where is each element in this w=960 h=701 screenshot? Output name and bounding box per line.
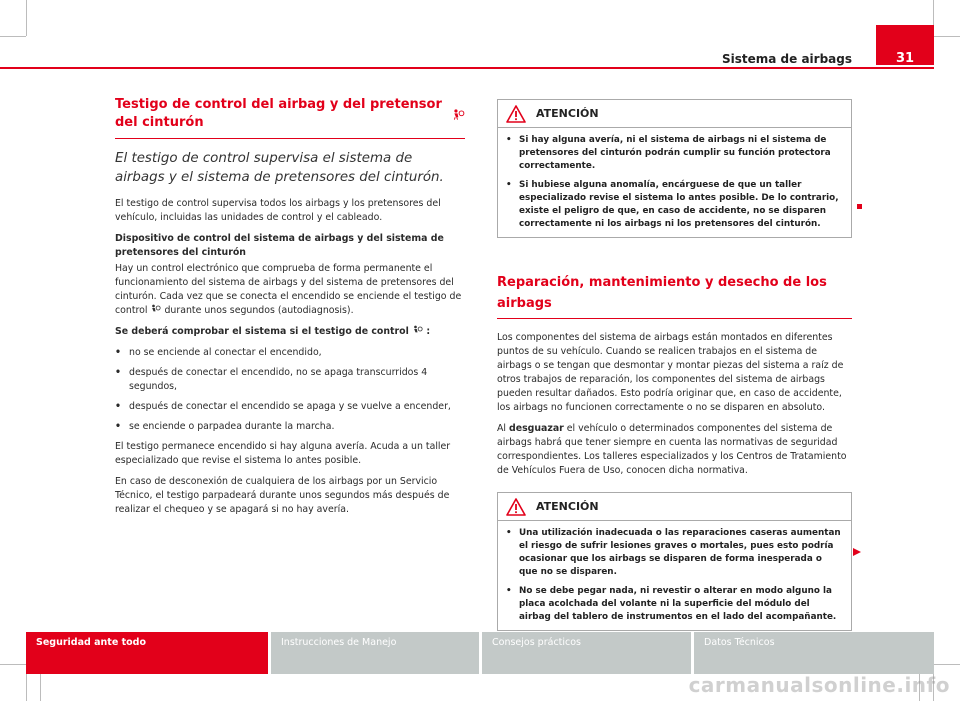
section-rule bbox=[115, 138, 465, 139]
warning-title: ATENCIÓN bbox=[536, 500, 599, 513]
warning-item: • Si hubiese alguna anomalía, encárguese de que un taller especializado revise el sistema lo antes posible. De lo contrario, existe el peligro de que, en caso de accidente, no se disparen correctamente ni los airbags ni los pretensores del cinturón. bbox=[506, 179, 843, 231]
list-item: • no se enciende al conectar el encendido, bbox=[115, 347, 322, 358]
section-rule bbox=[497, 318, 852, 319]
list-item-text: después de conectar el encendido se apaga y se vuelve a encender, bbox=[129, 401, 451, 412]
warning-box bbox=[497, 99, 852, 238]
crop-mark bbox=[0, 664, 26, 665]
subheading-text: Se deberá comprobar el sistema si el testigo de control bbox=[115, 326, 409, 337]
list-item-text: después de conectar el encendido, no se apaga transcurridos 4 segundos, bbox=[129, 367, 428, 392]
warning-body bbox=[498, 128, 851, 237]
crop-mark bbox=[40, 674, 41, 701]
list-item: • después de conectar el encendido, no se apaga transcurridos 4 segundos, bbox=[115, 366, 465, 394]
left-column bbox=[115, 96, 465, 524]
footer-tab-consejos[interactable]: Consejos prácticos bbox=[482, 632, 691, 674]
warning-item-text: Si hay alguna avería, ni el sistema de airbags ni el sistema de pretensores del cinturón podrán cumplir su función protectora correctamente. bbox=[519, 135, 831, 171]
warning-box bbox=[497, 492, 852, 631]
list-item-text: se enciende o parpadea durante la marcha. bbox=[129, 421, 335, 432]
warning-title: ATENCIÓN bbox=[536, 107, 599, 120]
crop-mark bbox=[934, 664, 960, 665]
warning-item: • Si hay alguna avería, ni el sistema de airbags ni el sistema de pretensores del cinturón podrán cumplir su función protectora correctamente. bbox=[506, 134, 843, 173]
right-column bbox=[497, 99, 852, 631]
crop-mark bbox=[0, 36, 26, 37]
paragraph: Los componentes del sistema de airbags están montados en diferentes puntos de su vehículo. Cuando se realicen trabajos en el sistema de airbags o se tengan que desmontar y montar piezas del sistema a raíz de otros trabajos de reparación, los componentes del sistema de airbags pueden resultar dañados. Esto podría originar que, en caso de accidente, los airbags no funcionen correctamente o no se disparen en absoluto. bbox=[497, 332, 844, 413]
paragraph bbox=[497, 422, 852, 478]
section-title: Reparación, mantenimiento y desecho de los airbags bbox=[497, 275, 827, 311]
warning-item-text: Si hubiese alguna anomalía, encárguese de que un taller especializado revise el sistema lo antes posible. De lo contrario, existe el peligro de que, en caso de accidente, no se disparen correctamente ni los airbags ni los pretensores del cinturón. bbox=[519, 180, 839, 229]
crop-mark bbox=[26, 0, 27, 36]
section-heading-testigo bbox=[115, 96, 465, 132]
airbag-warning-icon bbox=[150, 304, 161, 314]
warning-triangle-icon bbox=[506, 498, 526, 516]
list-item-text: no se enciende al conectar el encendido, bbox=[129, 347, 322, 358]
intro-text: El testigo de control supervisa el sistema de airbags y el sistema de pretensores del cinturón. bbox=[115, 151, 444, 185]
subheading-text: : bbox=[426, 326, 431, 337]
section-title: Testigo de control del airbag y del pretensor del cinturón bbox=[115, 97, 442, 130]
paragraph: En caso de desconexión de cualquiera de los airbags por un Servicio Técnico, el testigo parpadeará durante unos segundos más después de realizar el chequeo y se apagará si no hay avería. bbox=[115, 476, 450, 515]
end-square-icon bbox=[857, 204, 862, 209]
header-rule bbox=[0, 67, 934, 69]
warning-item-text: No se debe pegar nada, ni revestir o alterar en modo alguno la placa acolchada del volante ni la superficie del módulo del airbag del tablero de instrumentos en el lado del acompañante. bbox=[519, 586, 837, 622]
paragraph-text: durante unos segundos (autodiagnosis). bbox=[164, 305, 354, 316]
footer-tab-seguridad[interactable]: Seguridad ante todo bbox=[26, 632, 268, 674]
warning-item: • No se debe pegar nada, ni revestir o alterar en modo alguno la placa acolchada del volante ni la superficie del módulo del airbag del tablero de instrumentos en el lado del acompañante. bbox=[506, 585, 843, 624]
running-header-title: Sistema de airbags bbox=[721, 52, 852, 66]
page-number: 31 bbox=[876, 25, 934, 65]
warning-item-text: Una utilización inadecuada o las reparaciones caseras aumentan el riesgo de sufrir lesiones graves o mortales, pues esto podría ocasionar que los airbags se disparen de forma inesperada o que no se disparen. bbox=[519, 528, 841, 577]
paragraph-text: el vehículo o determinados componentes del sistema de airbags habrá que tener siempre en cuenta las normativas de seguridad correspondientes. Los talleres especializados y los Centros de Tratamiento de Vehículos Fuera de Uso, conocen dicha normativa. bbox=[497, 423, 847, 476]
subheading: Dispositivo de control del sistema de airbags y del sistema de pretensores del cinturón bbox=[115, 233, 444, 258]
footer-tab-instrucciones[interactable]: Instrucciones de Manejo bbox=[271, 632, 479, 674]
list-item: • después de conectar el encendido se apaga y se vuelve a encender, bbox=[115, 401, 451, 412]
crop-mark bbox=[934, 36, 960, 37]
paragraph-text: Hay un control electrónico que comprueba de forma permanente el funcionamiento del sistema de airbags y del sistema de pretensores del cinturón. Cada vez que se conecta el encendido se enciende el testigo de control bbox=[115, 263, 462, 316]
watermark: carmanualsonline.info bbox=[688, 673, 950, 697]
paragraph: El testigo permanece encendido si hay alguna avería. Acuda a un taller especializado que revise el sistema lo antes posible. bbox=[115, 441, 451, 466]
warning-item: • Una utilización inadecuada o las reparaciones caseras aumentan el riesgo de sufrir lesiones graves o mortales, pues esto podría ocasionar que los airbags se disparen de forma inesperada o que no se disparen. bbox=[506, 527, 843, 579]
continue-arrow-icon bbox=[852, 547, 862, 557]
warning-triangle-icon bbox=[506, 105, 526, 123]
list-item: • se enciende o parpadea durante la marcha. bbox=[115, 421, 335, 432]
paragraph-text: Al bbox=[497, 423, 507, 434]
airbag-warning-icon bbox=[452, 107, 465, 122]
paragraph: El testigo de control supervisa todos los airbags y los pretensores del vehículo, incluidas las unidades de control y el cableado. bbox=[115, 198, 441, 223]
subheading bbox=[115, 325, 465, 339]
paragraph-emphasis: desguazar bbox=[509, 423, 564, 434]
section-heading-reparacion bbox=[497, 271, 852, 313]
warning-header bbox=[498, 493, 851, 521]
footer-tab-datos[interactable]: Datos Técnicos bbox=[694, 632, 934, 674]
airbag-warning-icon bbox=[412, 325, 423, 335]
paragraph bbox=[115, 262, 465, 318]
warning-body bbox=[498, 521, 851, 630]
warning-header bbox=[498, 100, 851, 128]
